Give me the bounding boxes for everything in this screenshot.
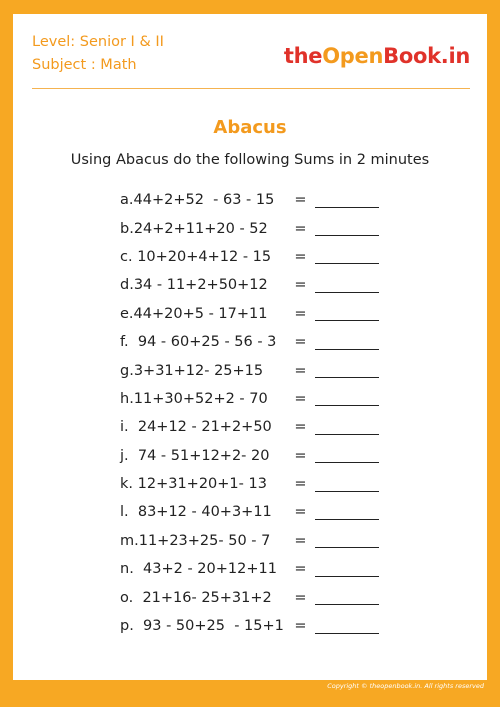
instruction-text: Using Abacus do the following Sums in 2 minutes bbox=[70, 152, 430, 168]
answer-blank[interactable] bbox=[315, 278, 379, 293]
brand-logo bbox=[284, 44, 470, 68]
problem-row bbox=[120, 442, 379, 470]
answer-blank[interactable] bbox=[315, 335, 379, 350]
problem-row bbox=[120, 413, 379, 441]
problem-row bbox=[120, 356, 379, 384]
answer-blank[interactable] bbox=[315, 193, 379, 208]
answer-blank[interactable] bbox=[315, 505, 379, 520]
problem-expression: f. 94 - 60+25 - 56 - 3 bbox=[120, 334, 277, 351]
copyright-text: Copyright © theopenbook.in. All rights reserved bbox=[327, 682, 484, 690]
equals-sign: = bbox=[294, 504, 307, 521]
problem-row bbox=[120, 527, 379, 555]
equals-sign: = bbox=[294, 248, 307, 265]
answer-blank[interactable] bbox=[315, 562, 379, 577]
equals-sign: = bbox=[294, 532, 307, 549]
problem-expression: o. 21+16- 25+31+2 bbox=[120, 589, 272, 606]
problem-row bbox=[120, 243, 379, 271]
problem-expression: b.24+2+11+20 - 52 bbox=[120, 220, 268, 237]
problem-expression: l. 83+12 - 40+3+11 bbox=[120, 504, 272, 521]
equals-sign: = bbox=[294, 561, 307, 578]
equals-sign: = bbox=[294, 589, 307, 606]
worksheet-title: Abacus bbox=[213, 117, 287, 138]
problem-expression: n. 43+2 - 20+12+11 bbox=[120, 561, 277, 578]
worksheet-page bbox=[13, 14, 487, 680]
problem-row bbox=[120, 583, 379, 611]
problem-expression: i. 24+12 - 21+2+50 bbox=[120, 419, 272, 436]
answer-blank[interactable] bbox=[315, 448, 379, 463]
answer-blank[interactable] bbox=[315, 533, 379, 548]
answer-blank[interactable] bbox=[315, 306, 379, 321]
level-label: Level: Senior I & II bbox=[32, 34, 164, 50]
problem-row bbox=[120, 271, 379, 299]
problem-row bbox=[120, 186, 379, 214]
answer-blank[interactable] bbox=[315, 619, 379, 634]
problem-expression: p. 93 - 50+25 - 15+1 bbox=[120, 618, 284, 635]
answer-blank[interactable] bbox=[315, 363, 379, 378]
problem-expression: h.11+30+52+2 - 70 bbox=[120, 390, 268, 407]
problem-expression: m.11+23+25- 50 - 7 bbox=[120, 532, 271, 549]
equals-sign: = bbox=[294, 618, 307, 635]
brand-logo-part-2: Open bbox=[322, 44, 384, 68]
subject-label: Subject : Math bbox=[32, 57, 137, 73]
answer-blank[interactable] bbox=[315, 590, 379, 605]
equals-sign: = bbox=[294, 419, 307, 436]
brand-logo-part-1: the bbox=[283, 44, 323, 68]
problem-row bbox=[120, 470, 379, 498]
problem-row bbox=[120, 214, 379, 242]
problem-expression: k. 12+31+20+1- 13 bbox=[120, 476, 267, 493]
problem-row bbox=[120, 498, 379, 526]
equals-sign: = bbox=[294, 362, 307, 379]
problem-row bbox=[120, 300, 379, 328]
problem-list bbox=[120, 186, 379, 640]
problem-row bbox=[120, 555, 379, 583]
problem-expression: j. 74 - 51+12+2- 20 bbox=[120, 447, 270, 464]
equals-sign: = bbox=[294, 390, 307, 407]
problem-expression: a.44+2+52 - 63 - 15 bbox=[120, 192, 275, 209]
equals-sign: = bbox=[294, 447, 307, 464]
equals-sign: = bbox=[294, 277, 307, 294]
answer-blank[interactable] bbox=[315, 391, 379, 406]
problem-expression: d.34 - 11+2+50+12 bbox=[120, 277, 268, 294]
problem-expression: e.44+20+5 - 17+11 bbox=[120, 305, 268, 322]
answer-blank[interactable] bbox=[315, 420, 379, 435]
equals-sign: = bbox=[294, 305, 307, 322]
header-divider bbox=[32, 88, 470, 89]
problem-row bbox=[120, 328, 379, 356]
equals-sign: = bbox=[294, 476, 307, 493]
brand-logo-part-3: Book.in bbox=[383, 44, 470, 68]
equals-sign: = bbox=[294, 192, 307, 209]
answer-blank[interactable] bbox=[315, 249, 379, 264]
problem-expression: g.3+31+12- 25+15 bbox=[120, 362, 264, 379]
equals-sign: = bbox=[294, 220, 307, 237]
answer-blank[interactable] bbox=[315, 477, 379, 492]
equals-sign: = bbox=[294, 334, 307, 351]
problem-expression: c. 10+20+4+12 - 15 bbox=[120, 248, 272, 265]
answer-blank[interactable] bbox=[315, 221, 379, 236]
problem-row bbox=[120, 612, 379, 640]
problem-row bbox=[120, 385, 379, 413]
